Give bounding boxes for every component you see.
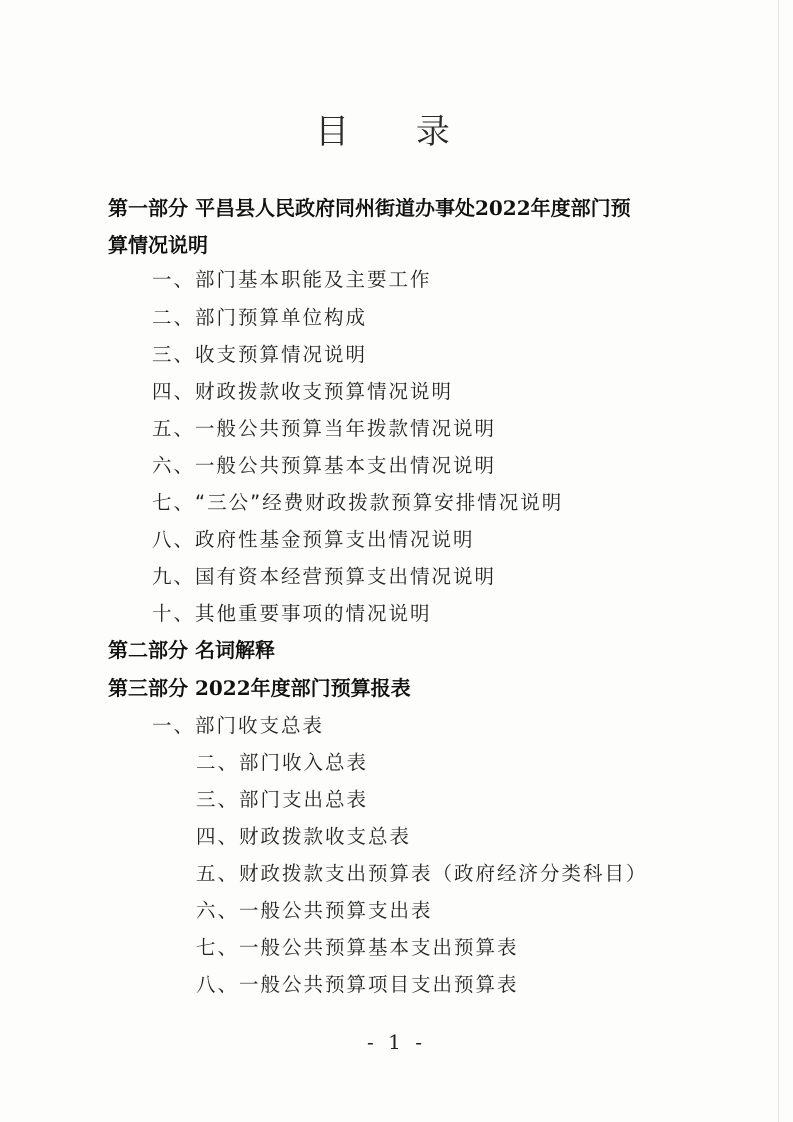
- part3-subitem-3: 三、部门支出总表: [196, 788, 369, 811]
- part1-item-2: 二、部门预算单位构成: [152, 306, 368, 329]
- part1-item-9: 九、国有资本经营预算支出情况说明: [152, 565, 497, 588]
- part3-subitem-2: 二、部门收入总表: [196, 751, 369, 774]
- part1-item-5: 五、一般公共预算当年拨款情况说明: [152, 417, 497, 440]
- part3-subitem-7: 七、一般公共预算基本支出预算表: [196, 936, 519, 959]
- part1-heading-line2: 算情况说明: [108, 233, 208, 257]
- part3-subitem-4: 四、财政拨款收支总表: [196, 825, 412, 848]
- part1-item-10: 十、其他重要事项的情况说明: [152, 602, 432, 625]
- part1-heading-line1: 第一部分 平昌县人民政府同州街道办事处2022年度部门预: [108, 196, 631, 220]
- part3-subitem-8: 八、一般公共预算项目支出预算表: [196, 973, 519, 996]
- part3-subitem-6: 六、一般公共预算支出表: [196, 899, 433, 922]
- part1-item-4: 四、财政拨款收支预算情况说明: [152, 380, 454, 403]
- part1-item-3: 三、收支预算情况说明: [152, 343, 368, 366]
- part1-item-7: 七、“三公”经费财政拨款预算安排情况说明: [152, 491, 564, 514]
- part1-item-6: 六、一般公共预算基本支出情况说明: [152, 454, 497, 477]
- part2-heading: 第二部分 名词解释: [108, 638, 275, 662]
- toc-title: 目 录: [315, 112, 478, 152]
- part3-heading: 第三部分 2022年度部门预算报表: [108, 676, 411, 700]
- part3-subitem-5: 五、财政拨款支出预算表（政府经济分类科目）: [196, 862, 648, 885]
- part1-item-8: 八、政府性基金预算支出情况说明: [152, 528, 475, 551]
- part1-item-1: 一、部门基本职能及主要工作: [152, 268, 432, 291]
- part3-item-1: 一、部门收支总表: [152, 714, 325, 737]
- page-number: - 1 -: [367, 1030, 426, 1054]
- page-edge-divider: [778, 0, 779, 1122]
